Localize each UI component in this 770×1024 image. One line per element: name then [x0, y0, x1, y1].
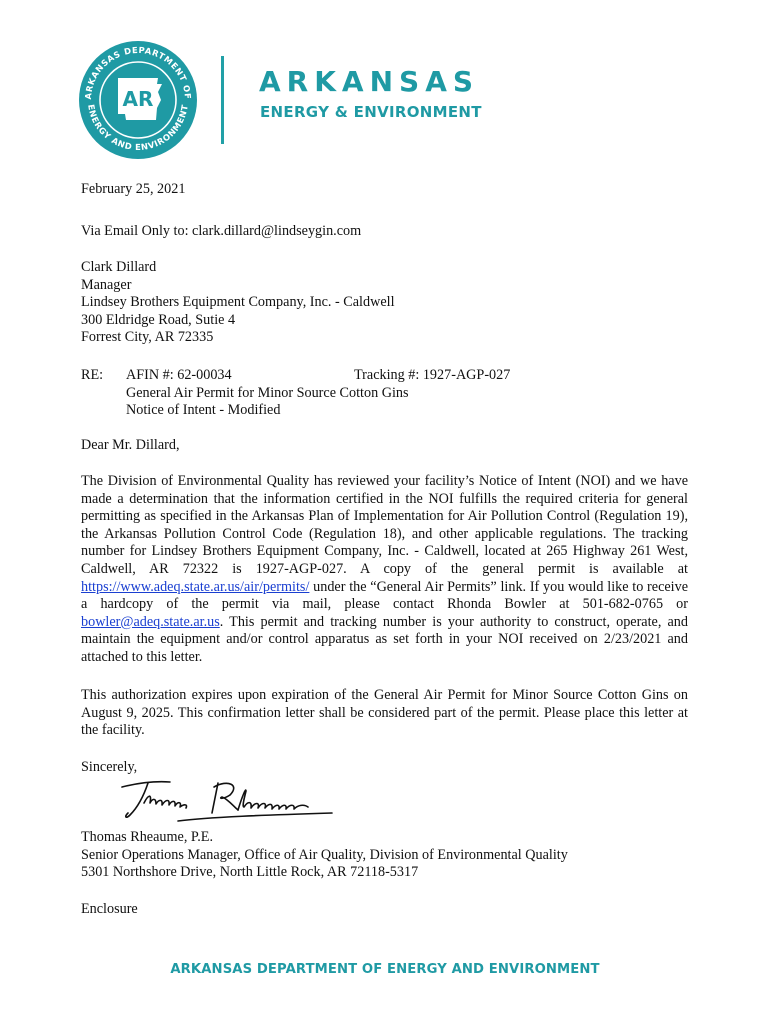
enclosure-note: Enclosure	[81, 901, 138, 917]
re-label: RE:	[81, 367, 104, 383]
re-subject-line: General Air Permit for Minor Source Cotton Gins	[126, 384, 409, 401]
afin-number: AFIN #: 62-00034	[126, 367, 232, 383]
address-line: Forrest City, AR 72335	[81, 329, 214, 345]
body-paragraph-1	[81, 473, 688, 667]
letter-date: February 25, 2021	[81, 181, 186, 197]
signatory-block	[81, 829, 568, 882]
department-seal-logo	[78, 40, 198, 160]
address-line: Lindsey Brothers Equipment Company, Inc. - Caldwell	[81, 294, 395, 310]
seal-text-top: ARKANSAS DEPARTMENT OF	[82, 44, 194, 100]
handwritten-signature	[118, 777, 338, 827]
seal-monogram: AR	[122, 87, 154, 111]
address-line: Clark Dillard	[81, 259, 157, 275]
body-paragraph-2: This authorization expires upon expiration of the General Air Permit for Minor Source Cotton Gins on August 9, 2025. This confirmation letter shall be considered part of the permit. Please place this letter at the facility.	[81, 687, 688, 739]
address-line: 300 Eldridge Road, Sutie 4	[81, 311, 236, 328]
salutation: Dear Mr. Dillard,	[81, 437, 180, 453]
signatory-name: Thomas Rheaume, P.E.	[81, 829, 214, 845]
recipient-address	[81, 259, 395, 347]
via-email-line: Via Email Only to: clark.dillard@lindseygin.com	[81, 223, 362, 239]
agency-name-line2: ENERGY & ENVIRONMENT	[260, 103, 482, 121]
tracking-number: Tracking #: 1927-AGP-027	[354, 367, 511, 383]
letterhead-divider	[221, 56, 224, 144]
signatory-title: Senior Operations Manager, Office of Air Quality, Division of Environmental Quality	[81, 846, 568, 863]
seal-text-bottom: ENERGY AND ENVIRONMENT	[86, 103, 190, 153]
re-subject-line: Notice of Intent - Modified	[126, 402, 281, 418]
signatory-address: 5301 Northshore Drive, North Little Rock, AR 72118-5317	[81, 864, 419, 880]
email-link[interactable]: bowler@adeq.state.ar.us	[81, 613, 220, 630]
address-line: Manager	[81, 276, 132, 293]
permits-link[interactable]: https://www.adeq.state.ar.us/air/permits/	[81, 578, 310, 595]
paragraph-text: under the “General Air Permits” link. If you would like to receive a hardcopy of the permit via mail, please contact Rhonda Bowler at 501-682-0765 or	[81, 578, 688, 613]
paragraph-text: The Division of Environmental Quality has reviewed your facility’s Notice of Intent (NOI) and we have made a determination that the information certified in the NOI fulfills the required criteria for general permitting as specified in the Arkansas Plan of Implementation for Air Pollution Control (Regulation 19), the Arkansas Pollution Control Code (Regulation 18), and other applicable regulations. The tracking number for Lindsey Brothers Equipment Company, Inc. - Caldwell, located at 265 Highway 261 West, Caldwell, AR 72322 is 1927-AGP-027. A copy of the general permit is available at	[81, 473, 688, 577]
closing: Sincerely,	[81, 759, 138, 775]
paragraph-text: . This permit and tracking number is your authority to construct, operate, and maintain the equipment and/or control apparatus as set forth in your NOI received on 2/23/2021 and attached to this letter.	[81, 613, 688, 665]
agency-name-line1: ARKANSAS	[259, 65, 480, 98]
footer-agency-name: ARKANSAS DEPARTMENT OF ENERGY AND ENVIRONMENT	[170, 962, 600, 977]
